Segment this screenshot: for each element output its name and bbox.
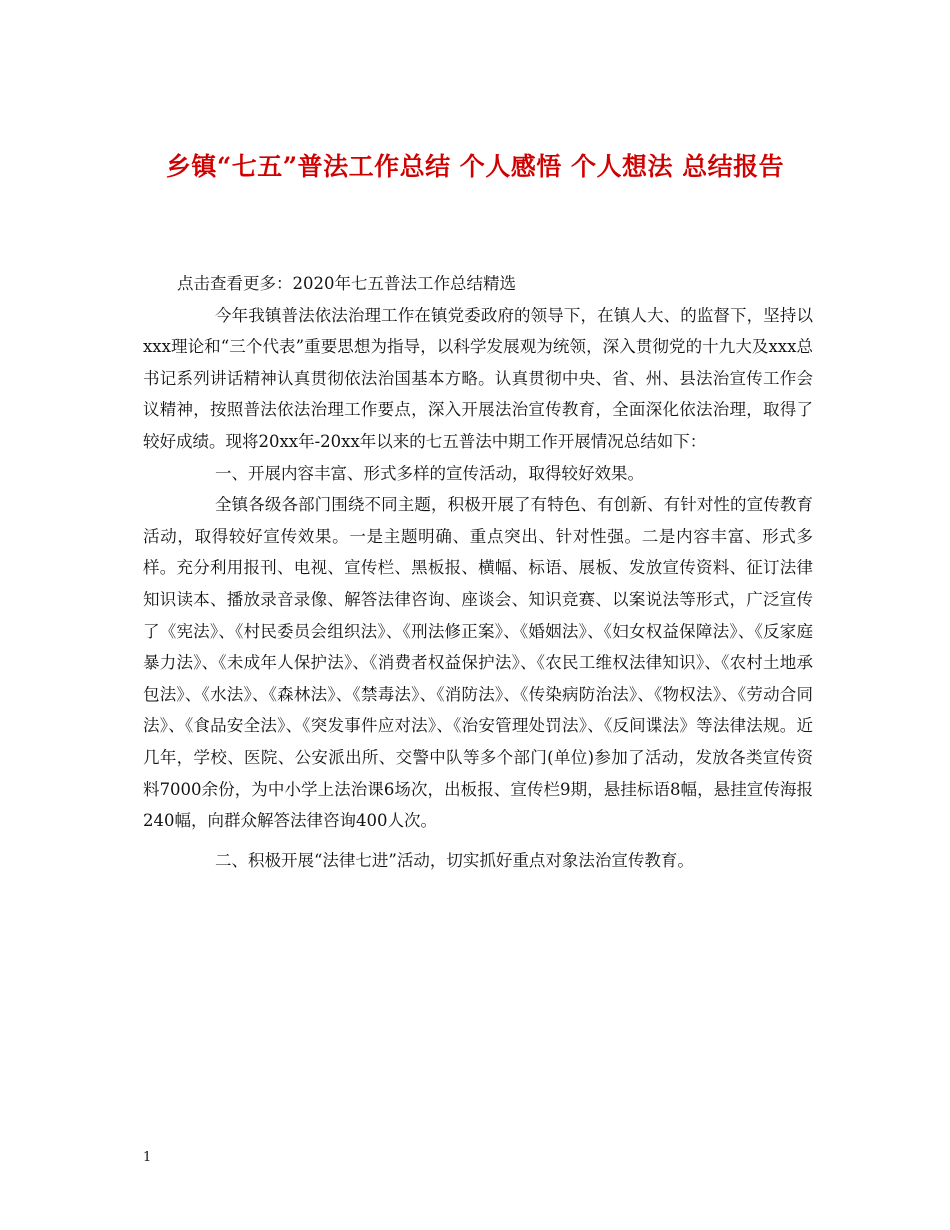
more-link[interactable]: 2020年七五普法工作总结精选 xyxy=(292,274,516,293)
paragraph-section-one: 全镇各级各部门围绕不同主题，积极开展了有特色、有创新、有针对性的宣传教育活动，取得较好宣传效果。一是主题明确、重点突出、针对性强。二是内容丰富、形式多样。充分利用报刊、电视、宣传栏、黑板报、横幅、标语、展板、发放宣传资料、征订法律知识读本、播放录音录像、解答法律咨询、座谈会、知识竞赛、以案说法等形式，广泛宣传了《宪法》、《村民委员会组织法》、《刑法修正案》、《婚姻法》、《妇女权益保障法》、《反家庭暴力法》、《未成年人保护法》、《消费者权益保护法》、《农民工维权法律知识》、《农村土地承包法》、《水法》、《森林法》、《禁毒法》、《消防法》、《传染病防治法》、《物权法》、《劳动合同法》、《食品安全法》、《突发事件应对法》、《治安管理处罚法》、《反间谍法》等法律法规。近几年，学校、医院、公安派出所、交警中队等多个部门(单位)参加了活动，发放各类宣传资料7000余份，为中小学上法治课6场次，出板报、宣传栏9期，悬挂标语8幅，悬挂宣传海报240幅，向群众解答法律咨询400人次。 xyxy=(143,495,813,831)
document-body xyxy=(143,268,813,876)
more-link-line xyxy=(143,268,813,300)
paragraph-intro: 今年我镇普法依法治理工作在镇党委政府的领导下，在镇人大、的监督下，坚持以xxx理论和“三个代表”重要思想为指导，以科学发展观为统领，深入贯彻党的十九大及xxx总书记系列讲话精神认真贯彻依法治国基本方略。认真贯彻中央、省、州、县法治宣传工作会议精神，按照普法依法治理工作要点，深入开展法治宣传教育，全面深化依法治理，取得了较好成绩。现将20xx年-20xx年以来的七五普法中期工作开展情况总结如下： xyxy=(143,305,813,451)
section-heading-two: 二、积极开展“法律七进”活动，切实抓好重点对象法治宣传教育。 xyxy=(215,850,694,870)
page-number: 1 xyxy=(143,1150,152,1165)
section-heading-one: 一、开展内容丰富、形式多样的宣传活动，取得较好效果。 xyxy=(215,463,644,483)
more-link-prefix: 点击查看更多： xyxy=(177,274,293,293)
document-title: 乡镇“七五”普法工作总结 个人感悟 个人想法 总结报告 xyxy=(165,152,785,181)
